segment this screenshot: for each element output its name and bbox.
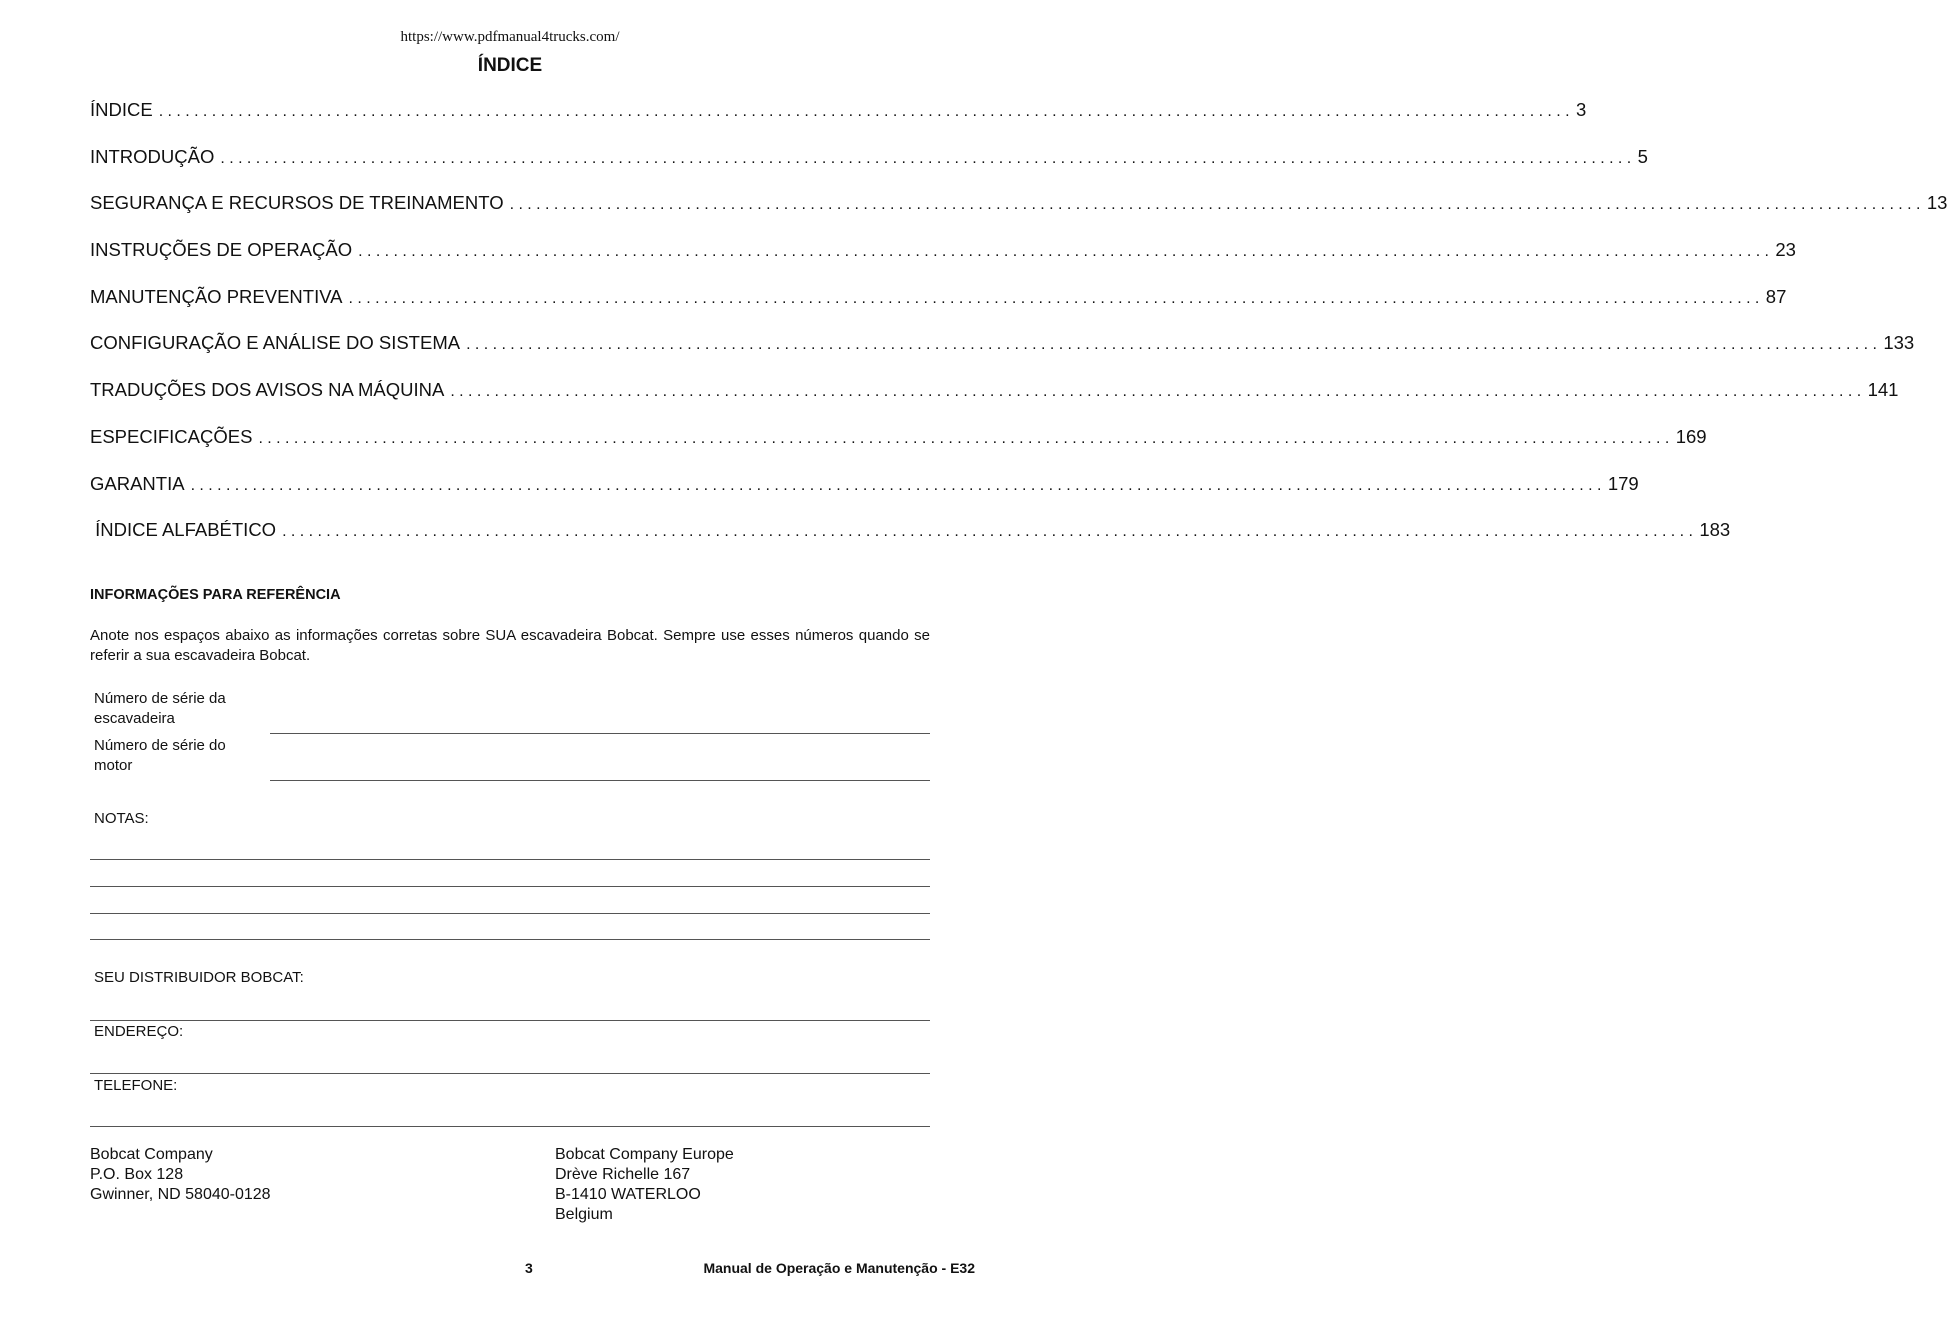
address-line: P.O. Box 128 bbox=[90, 1166, 184, 1183]
toc-entry-label: INSTRUÇÕES DE OPERAÇÃO bbox=[90, 239, 353, 261]
excavator-serial-field[interactable] bbox=[270, 733, 930, 734]
dealer-label: SEU DISTRIBUIDOR BOBCAT: bbox=[94, 969, 304, 986]
toc-entry-page: 133 bbox=[1883, 332, 1915, 354]
notes-line[interactable] bbox=[90, 913, 930, 914]
address-label: ENDEREÇO: bbox=[94, 1023, 184, 1040]
toc-dot-leader: ................................................................................................................................................................ bbox=[220, 149, 1636, 167]
toc-entry-page: 87 bbox=[1765, 285, 1787, 307]
toc-entry-indice[interactable] bbox=[90, 99, 1587, 146]
address-line: Belgium bbox=[555, 1206, 613, 1223]
toc-entry-page: 5 bbox=[1637, 145, 1648, 167]
address-field[interactable] bbox=[90, 1073, 930, 1074]
toc-entry-page: 141 bbox=[1867, 379, 1899, 401]
footer-manual-title: Manual de Operação e Manutenção - E32 bbox=[703, 1260, 975, 1276]
toc-entry-page: 179 bbox=[1607, 472, 1639, 494]
toc-dot-leader: ................................................................................................................................................................ bbox=[509, 196, 1925, 214]
toc-dot-leader: ................................................................................................................................................................ bbox=[282, 523, 1698, 541]
address-line: Bobcat Company Europe bbox=[555, 1146, 734, 1163]
phone-field[interactable] bbox=[90, 1126, 930, 1127]
engine-serial-field[interactable] bbox=[270, 780, 930, 781]
toc-entry-page: 183 bbox=[1699, 519, 1731, 541]
toc-entry-traducoes[interactable] bbox=[90, 379, 1899, 426]
notes-line[interactable] bbox=[90, 939, 930, 940]
toc-entry-especificacoes[interactable] bbox=[90, 425, 1707, 473]
toc-entry-manutencao[interactable] bbox=[90, 285, 1787, 333]
toc-entry-label: MANUTENÇÃO PREVENTIVA bbox=[90, 285, 343, 307]
toc-entry-page: 23 bbox=[1775, 239, 1796, 261]
toc-entry-seguranca[interactable] bbox=[90, 192, 1947, 239]
address-line: B-1410 WATERLOO bbox=[555, 1186, 701, 1203]
page-title: ÍNDICE bbox=[477, 55, 543, 76]
toc-entry-introducao[interactable] bbox=[90, 145, 1648, 193]
source-url[interactable]: https://www.pdfmanual4trucks.com/ bbox=[400, 29, 620, 45]
toc-entry-configuracao[interactable] bbox=[90, 332, 1915, 379]
engine-serial-label: Número de série do motor bbox=[94, 737, 226, 774]
notes-line[interactable] bbox=[90, 859, 930, 860]
notes-label: NOTAS: bbox=[94, 810, 149, 827]
toc-entry-garantia[interactable] bbox=[90, 472, 1639, 520]
toc-entry-page: 13 bbox=[1926, 192, 1947, 214]
toc-entry-label: ESPECIFICAÇÕES bbox=[90, 425, 253, 447]
toc-entry-label: ÍNDICE bbox=[90, 99, 153, 120]
toc-entry-label: SEGURANÇA E RECURSOS DE TREINAMENTO bbox=[90, 192, 504, 214]
toc-dot-leader: ................................................................................................................................................................ bbox=[466, 336, 1882, 354]
table-of-contents bbox=[90, 99, 1947, 566]
toc-dot-leader: ................................................................................................................................................................ bbox=[450, 383, 1866, 401]
notes-line[interactable] bbox=[90, 886, 930, 887]
footer-page-number: 3 bbox=[525, 1260, 533, 1276]
toc-entry-label: ÍNDICE ALFABÉTICO bbox=[90, 519, 277, 541]
address-block-us bbox=[90, 1145, 271, 1205]
toc-entry-label: INTRODUÇÃO bbox=[90, 145, 215, 167]
address-block-europe bbox=[555, 1145, 734, 1225]
address-line: Gwinner, ND 58040-0128 bbox=[90, 1186, 271, 1203]
address-line: Bobcat Company bbox=[90, 1146, 213, 1163]
toc-dot-leader: ................................................................................................................................................................ bbox=[358, 243, 1774, 261]
reference-intro: Anote nos espaços abaixo as informações corretas sobre SUA escavadeira Bobcat. Sempre use esses números quando se referir a sua escavadeira Bobcat. bbox=[90, 627, 930, 664]
toc-entry-instrucoes[interactable] bbox=[90, 239, 1796, 286]
toc-entry-page: 3 bbox=[1575, 99, 1587, 120]
phone-label: TELEFONE: bbox=[94, 1077, 178, 1094]
toc-dot-leader: ................................................................................................................................................................ bbox=[190, 476, 1606, 494]
toc-dot-leader: ................................................................................................................................................................ bbox=[158, 103, 1574, 120]
excavator-serial-label: Número de série da escavadeira bbox=[94, 690, 226, 727]
toc-entry-label: TRADUÇÕES DOS AVISOS NA MÁQUINA bbox=[90, 379, 445, 401]
toc-entry-indice-alfabetico[interactable] bbox=[90, 519, 1731, 566]
dealer-field[interactable] bbox=[90, 1020, 930, 1021]
toc-entry-page: 169 bbox=[1675, 425, 1707, 447]
reference-heading: INFORMAÇÕES PARA REFERÊNCIA bbox=[90, 587, 341, 603]
toc-dot-leader: ................................................................................................................................................................ bbox=[258, 429, 1674, 447]
toc-dot-leader: ................................................................................................................................................................ bbox=[348, 289, 1764, 307]
address-line: Drève Richelle 167 bbox=[555, 1166, 691, 1183]
toc-entry-label: GARANTIA bbox=[90, 472, 185, 494]
toc-entry-label: CONFIGURAÇÃO E ANÁLISE DO SISTEMA bbox=[90, 332, 461, 354]
